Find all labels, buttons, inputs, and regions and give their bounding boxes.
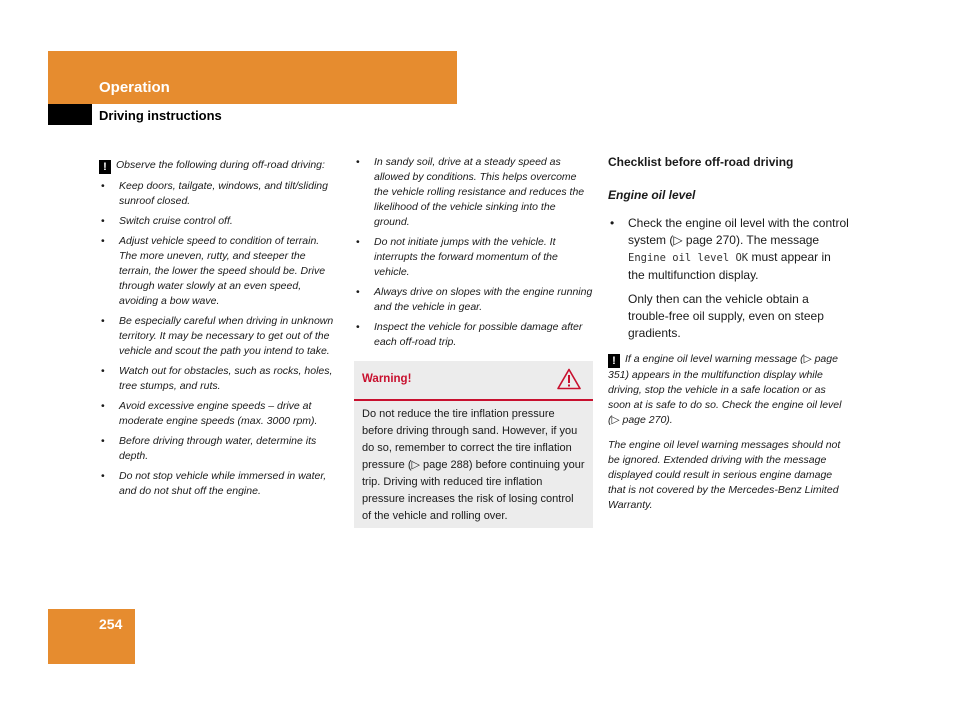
offroad-rules-list xyxy=(99,179,339,499)
page-number: 254 xyxy=(99,616,123,632)
exclamation-icon: ! xyxy=(608,354,620,368)
list-item: • Always drive on slopes with the engine running and the vehicle in gear. xyxy=(354,285,594,315)
section-title: Operation xyxy=(99,79,170,96)
offroad-rules-list-continued xyxy=(354,155,594,350)
section-marker xyxy=(48,104,92,125)
oil-warning-note: ! If a engine oil level warning message (▷ page 351) appears in the multifunction display while driving, stop the vehicle in a safe location or as soon at is safe to do so. Check the engine oil level (▷ page 270). xyxy=(608,353,842,426)
warning-triangle-icon xyxy=(557,368,581,390)
checklist-list xyxy=(608,215,850,284)
list-item: • Adjust vehicle speed to condition of terrain. The more uneven, rutty, and steeper the terrain, the lower the speed should be. Drive through water slowly at an even speed, avoiding a bow wave. xyxy=(99,234,339,309)
subsection-title: Driving instructions xyxy=(99,108,222,123)
list-item: • Do not stop vehicle while immersed in water, and do not shut off the engine. xyxy=(99,469,339,499)
list-item: • In sandy soil, drive at a steady speed as allowed by conditions. This helps overcome the vehicle rolling resistance and reduces the likelihood of the vehicle sinking into the ground. xyxy=(354,155,594,230)
warning-label: Warning! xyxy=(362,373,412,385)
list-item: • Do not initiate jumps with the vehicle. It interrupts the forward momentum of the vehicle. xyxy=(354,235,594,280)
column-1 xyxy=(99,158,339,504)
column-3 xyxy=(608,155,850,513)
oil-warning-note-2: The engine oil level warning messages should not be ignored. Extended driving with the message displayed could result in serious engine damage that is not covered by the Mercedes-Benz Limited Warranty. xyxy=(608,439,841,511)
header-bar xyxy=(48,51,457,104)
list-item: • Check the engine oil level with the control system (▷ page 270). The message Engine oil level OK must appear in the multifunction display. xyxy=(608,215,850,284)
warning-text: Do not reduce the tire inflation pressure before driving through sand. However, if you do so, remember to correct the tire inflation pressure (▷ page 288) before continuing your trip. Driving with reduced tire inflation pressure increases the risk of losing control of the vehicle and rolling over. xyxy=(362,408,585,522)
oil-supply-paragraph: Only then can the vehicle obtain a trouble-free oil supply, even on steep gradients. xyxy=(628,292,824,340)
notice-intro: ! Observe the following during off-road driving: xyxy=(99,158,339,174)
list-item: • Keep doors, tailgate, windows, and tilt/sliding sunroof closed. xyxy=(99,179,339,209)
list-item: • Be especially careful when driving in unknown territory. It may be necessary to get out of the vehicle and scout the path you intend to take. xyxy=(99,314,339,359)
list-item: • Inspect the vehicle for possible damage after each off-road trip. xyxy=(354,320,594,350)
list-item: • Watch out for obstacles, such as rocks, holes, tree stumps, and ruts. xyxy=(99,364,339,394)
display-message: Engine oil level OK xyxy=(628,252,749,264)
warning-box xyxy=(354,361,593,528)
warning-header xyxy=(354,361,593,401)
checklist-heading: Checklist before off-road driving xyxy=(608,155,794,169)
exclamation-icon: ! xyxy=(99,160,111,174)
engine-oil-subheading: Engine oil level xyxy=(608,188,696,202)
list-item: • Switch cruise control off. xyxy=(99,214,339,229)
list-item: • Before driving through water, determine its depth. xyxy=(99,434,339,464)
column-2 xyxy=(354,155,594,355)
list-item: • Avoid excessive engine speeds – drive at moderate engine speeds (max. 3000 rpm). xyxy=(99,399,339,429)
